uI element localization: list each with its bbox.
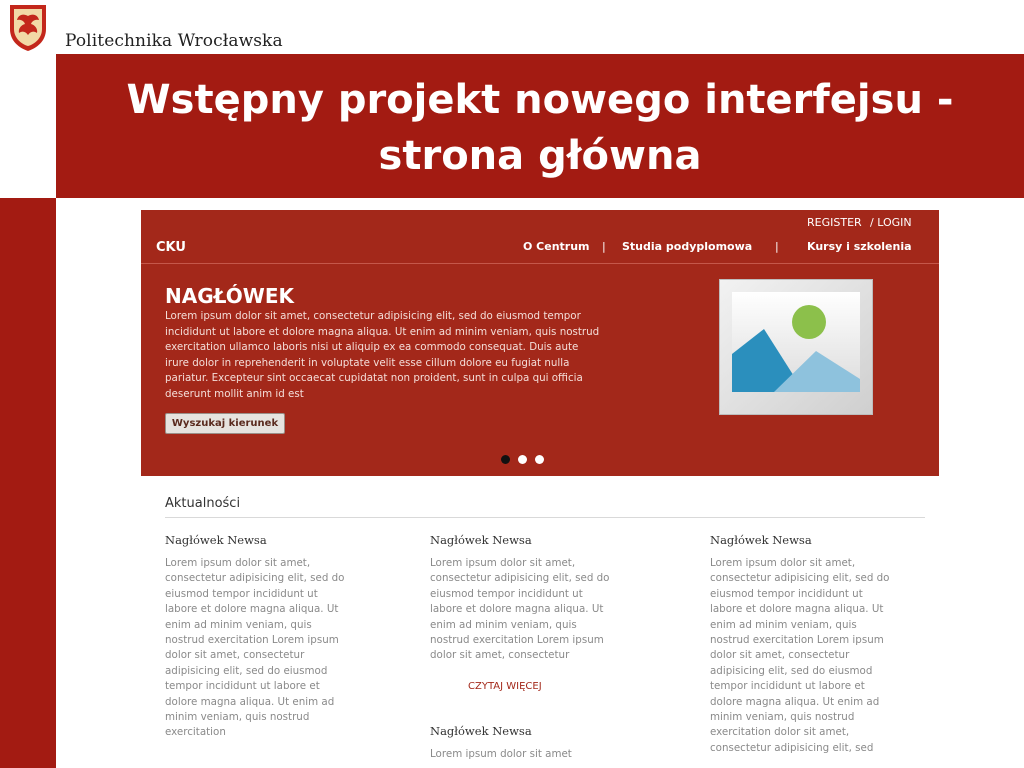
header-divider (141, 263, 939, 264)
hero-text: Lorem ipsum dolor sit amet, consectetur adipisicing elit, sed do eiusmod tempor incididunt ut labore et dolore magna aliqua. Ut enim ad minim veniam, quis nostrud exercitation ullamco laboris nisi ut aliquip ex ea commodo consequat. Duis aute irure dolor in reprehenderit in voluptate velit esse cillum dolore eu fugiat nulla pariatur. Excepteur sint occaecat cupidatat non proident, sunt in culpa qui officia deserunt mollit anim id est (165, 310, 600, 400)
news-heading[interactable]: Nagłówek Newsa (165, 533, 267, 547)
news-text: Lorem ipsum dolor sit amet, consectetur adipisicing elit, sed do eiusmod tempor incididunt ut labore et dolore magna aliqua. Ut enim ad minim veniam, quis nostrud exercitation Lorem ipsum dolor sit amet, consectetur adipisicing elit, sed do eiusmod tempor incididunt ut labore et dolore magna aliqua. Ut enim ad minim veniam, quis nostrud exercitation (165, 557, 345, 739)
nav-separator: | (775, 240, 779, 253)
slide-title (56, 72, 1024, 184)
carousel-dot[interactable] (518, 455, 527, 464)
news-heading[interactable]: Nagłówek Newsa (710, 533, 812, 547)
nav-item-o-centrum[interactable]: O Centrum (523, 240, 590, 253)
register-link[interactable]: REGISTER (807, 216, 862, 229)
search-program-button[interactable]: Wyszukaj kierunek (165, 413, 285, 434)
carousel-dot[interactable] (501, 455, 510, 464)
read-more-link[interactable]: CZYTAJ WIĘCEJ (468, 681, 542, 692)
news-heading[interactable]: Nagłówek Newsa (430, 724, 532, 738)
news-text: Lorem ipsum dolor sit amet, consectetur adipisicing elit, sed do eiusmod tempor incididunt ut labore et dolore magna aliqua. Ut enim ad minim veniam, quis nostrud exercitation Lorem ipsum dolor sit amet, consectetur adipisicing elit, sed do eiusmod tempor incididunt ut labore et dolore magna aliqua. Ut enim ad minim veniam, quis nostrud exercitation dolor sit amet, consectetur adipisicing elit, sed (710, 557, 890, 754)
news-section-title: Aktualności (165, 496, 241, 511)
hero-heading: NAGŁÓWEK (165, 284, 294, 308)
university-crest-icon (6, 2, 50, 52)
website-mockup (141, 210, 939, 768)
nav-item-studia-podyplomowa[interactable]: Studia podyplomowa (622, 240, 753, 253)
university-name: Politechnika Wrocławska (65, 31, 283, 51)
news-divider (165, 517, 925, 518)
news-heading[interactable]: Nagłówek Newsa (430, 533, 532, 547)
carousel-dot[interactable] (535, 455, 544, 464)
left-red-bar (0, 198, 56, 768)
site-logo[interactable]: CKU (156, 240, 186, 255)
image-placeholder-icon (719, 279, 873, 415)
slide-title-line-2: strona główna (378, 133, 702, 179)
news-text: Lorem ipsum dolor sit amet, consectetur adipisicing elit, sed do eiusmod tempor incididunt ut labore et dolore magna aliqua. Ut enim ad minim veniam, quis nostrud exercitation Lorem ipsum dolor sit amet, consectetur (430, 557, 610, 662)
nav-separator: | (602, 240, 606, 253)
login-link[interactable]: / LOGIN (870, 216, 912, 229)
news-text: Lorem ipsum dolor sit amet (430, 748, 572, 760)
slide-title-line-1: Wstępny projekt nowego interfejsu - (126, 77, 954, 123)
nav-item-kursy-i-szkolenia[interactable]: Kursy i szkolenia (807, 240, 912, 253)
